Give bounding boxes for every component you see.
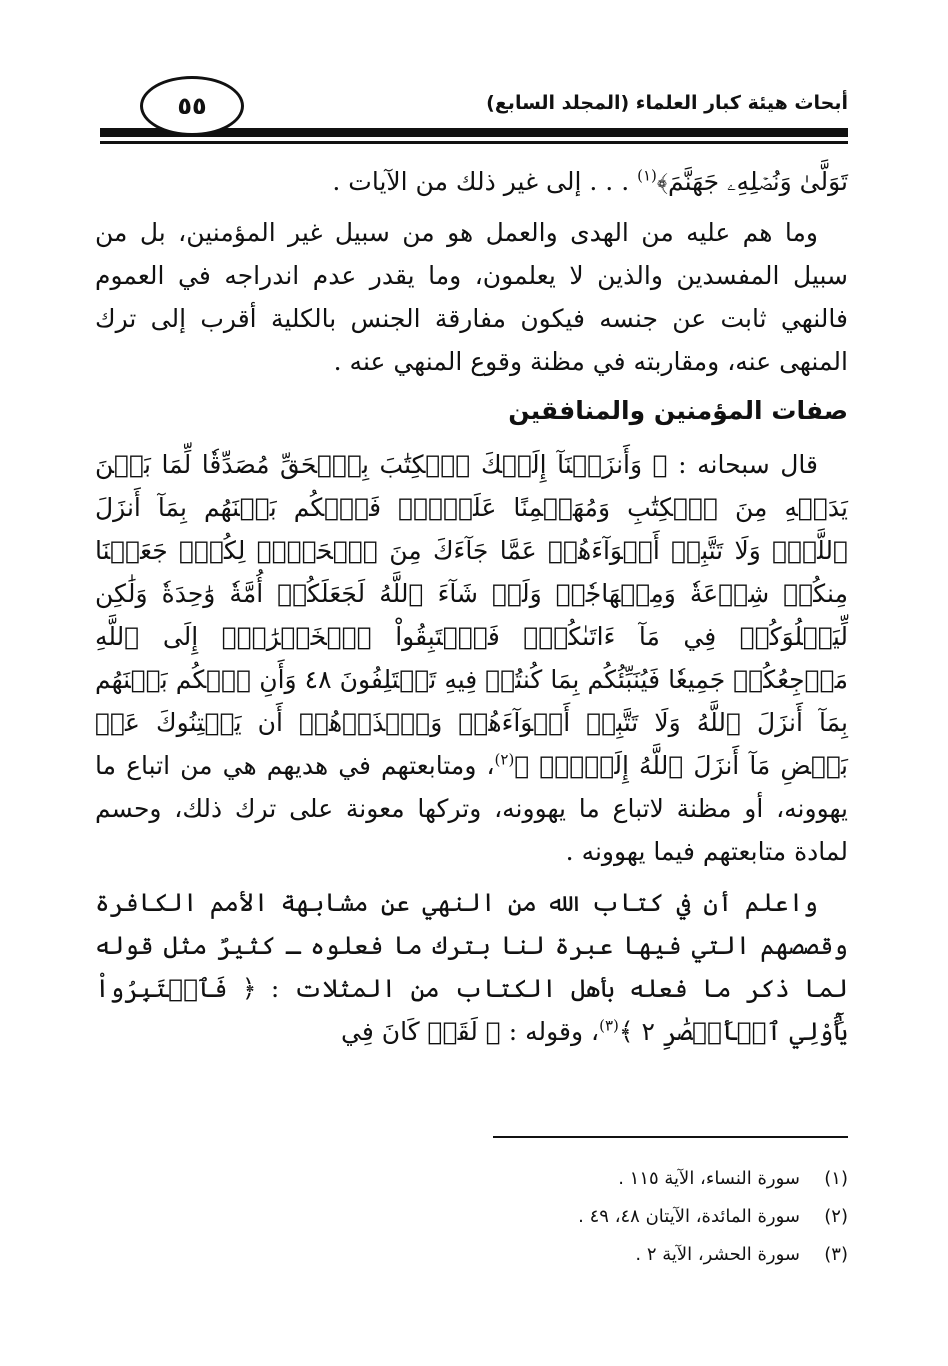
footnote-separator (493, 1136, 848, 1138)
section-title: صفات المؤمنين والمنافقين (508, 396, 848, 425)
quran-verse: ﴿ لَقَدۡ كَانَ فِي (341, 1017, 501, 1046)
paragraph-4-mid: ، وقوله : (500, 1017, 600, 1046)
footnote-text: سورة النساء، الآية ١١٥ . (618, 1168, 800, 1189)
paragraph-2: وما هم عليه من الهدى والعمل هو من سبيل غير المؤمنين، بل من سبيل المفسدين والذين لا يعلمون، وما يقدر عدم اندراجه في العموم فالنهي ثابت عن جنسه فيكون مفارقة الجنس بالكلية أقرب إلى ترك المنهى عنه، ومقاربته في مظنة وقوع المنهي عنه . (95, 218, 848, 376)
footnote-ref-1: (١) (637, 166, 657, 185)
footnote-text: سورة المائدة، الآيتان ٤٨، ٤٩ . (578, 1206, 800, 1227)
quran-verse: ﴿ وَأَنزَلۡنَآ إِلَيۡكَ ٱلۡكِتَٰبَ بِٱلۡحَقِّ مُصَدِّقٗا لِّمَا بَيۡنَ يَدَيۡهِ مِنَ ٱلۡكِتَٰبِ وَمُهَيۡمِنًا عَلَيۡهِۖ فَٱحۡكُم بَيۡنَهُم بِمَآ أَنزَلَ ٱللَّهُۖ وَلَا تَتَّبِعۡ أَهۡوَآءَهُمۡ عَمَّا جَآءَكَ مِنَ ٱلۡحَقِّۚ لِكُلّٖ جَعَلۡنَا مِنكُمۡ شِرۡعَةٗ وَمِنۡهَاجٗاۚ وَلَوۡ شَآءَ ٱللَّهُ لَجَعَلَكُمۡ أُمَّةٗ وَٰحِدَةٗ وَلَٰكِن لِّيَبۡلُوَكُمۡ فِي مَآ ءَاتَىٰكُمۡۖ فَٱسۡتَبِقُواْ ٱلۡخَيۡرَٰتِۚ إِلَى ٱللَّهِ مَرۡجِعُكُمۡ جَمِيعٗا فَيُنَبِّئُكُم بِمَا كُنتُمۡ فِيهِ تَخۡتَلِفُونَ ٤٨ وَأَنِ ٱحۡكُم بَيۡنَهُم بِمَآ أَنزَلَ ٱللَّهُ وَلَا تَتَّبِعۡ أَهۡوَآءَهُمۡ وَٱحۡذَرۡهُمۡ أَن يَفۡتِنُوكَ عَنۢ بَعۡضِ مَآ أَنزَلَ ٱللَّهُ إِلَيۡكَۖ ﴾ (95, 450, 848, 780)
footnote-ref-2: (٢) (494, 750, 515, 769)
paragraph-4-text: واعلم أن في كتاب الله من النهي عن مشابهة الأمم الكافرة وقصصهم التي فيها عبرة لنا بترك ما فعلوه ـ كثيرٌ مثل قوله لما ذكر ما فعله بأهل الكتاب من المثلات : (95, 888, 849, 1003)
paragraph-3-tail: ، ومتابعتهم في هديهم هي من اتباع ما يهوونه، أو مظنة لاتباع ما يهوونه، وتركها معونة على ترك ذلك، وحسم لمادة متابعتهم فيما يهوونه . (95, 751, 848, 866)
body-text (95, 160, 848, 1061)
footnote-item (578, 1236, 848, 1274)
page-number-oval (140, 76, 244, 136)
paragraph-4 (95, 881, 848, 1053)
page-number: ٥٥ (177, 92, 207, 120)
header-rule-thin (100, 141, 848, 144)
paragraph-1: تَوَلَّىٰ وَنُصۡلِهِۦ جَهَنَّمَ﴾$^{(١)}$ . . . إلى غير ذلك من الآيات . (332, 166, 848, 196)
footnote-item (578, 1198, 848, 1236)
footnote-number: (١) (824, 1168, 848, 1189)
footnotes (578, 1160, 848, 1274)
running-header-title: أبحاث هيئة كبار العلماء (المجلد السابع) (486, 92, 848, 114)
quran-verse: ﴿ فَٱعۡتَبِرُواْ يَٰٓأُوْلِي ٱلۡأَبۡصَٰرِ ٢ ﴾ (95, 974, 848, 1046)
footnote-number: (٣) (824, 1244, 848, 1265)
paragraph-1-text: . . . إلى غير ذلك من الآيات . (332, 167, 638, 196)
quran-verse: تَوَلَّىٰ وَنُصۡلِهِۦ جَهَنَّمَ (667, 167, 848, 196)
footnote-ref-3: (٣) (599, 1016, 619, 1035)
paragraph-3 (95, 443, 848, 873)
footnote-text: سورة الحشر، الآية ٢ . (635, 1244, 800, 1265)
footnote-item (578, 1160, 848, 1198)
footnote-number: (٢) (824, 1206, 848, 1227)
paragraph-3-lead: قال سبحانه : (667, 450, 818, 479)
